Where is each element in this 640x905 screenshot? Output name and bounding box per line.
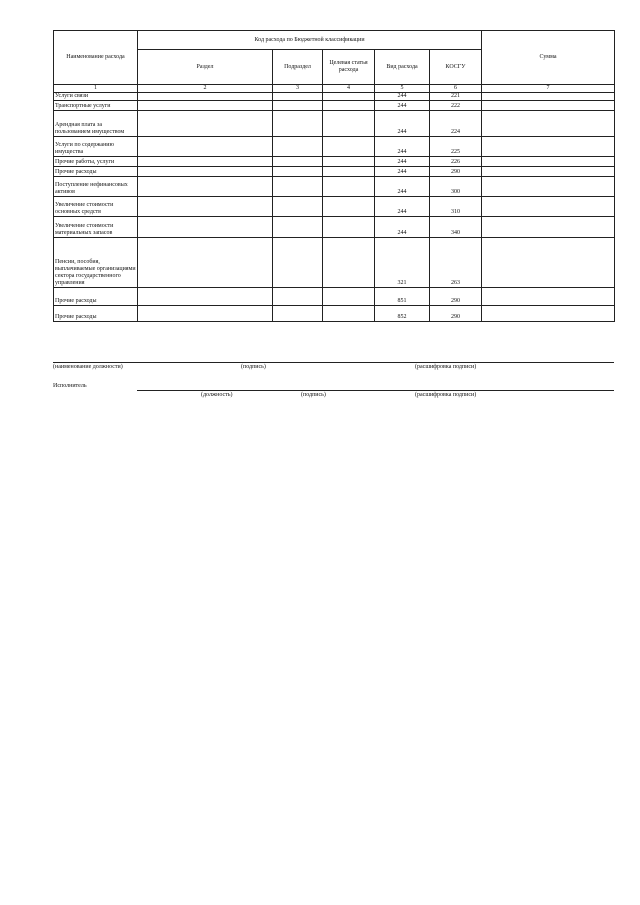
expense-type-cell: 244 <box>375 157 430 167</box>
position-caption: (наименование должности) <box>53 364 123 370</box>
expense-name-cell: Прочие расходы <box>54 167 138 177</box>
signature-line <box>53 362 614 363</box>
amount-cell <box>482 101 615 111</box>
executor-position-caption: (должность) <box>201 392 233 398</box>
kosgu-cell: 310 <box>430 197 482 217</box>
section-cell <box>138 306 273 322</box>
header-target-article: Целевая статья расхода <box>323 50 375 85</box>
subsection-cell <box>273 238 323 288</box>
amount-cell <box>482 111 615 137</box>
expense-type-cell: 321 <box>375 238 430 288</box>
header-expense-type: Вид расхода <box>375 50 430 85</box>
kosgu-cell: 225 <box>430 137 482 157</box>
expense-name-cell: Транспортные услуги <box>54 101 138 111</box>
expense-name-cell: Поступление нефинансовых активов <box>54 177 138 197</box>
header-expense-name: Наименование расхода <box>54 31 138 85</box>
subsection-cell <box>273 101 323 111</box>
expense-name-cell: Увеличение стоимости материальных запасов <box>54 217 138 238</box>
subsection-cell <box>273 111 323 137</box>
expense-type-cell: 852 <box>375 306 430 322</box>
executor-line <box>137 390 614 391</box>
index-cell: 5 <box>375 85 430 93</box>
subsection-cell <box>273 197 323 217</box>
subsection-cell <box>273 93 323 101</box>
section-cell <box>138 197 273 217</box>
kosgu-cell: 300 <box>430 177 482 197</box>
subsection-cell <box>273 157 323 167</box>
amount-cell <box>482 197 615 217</box>
expense-type-cell: 244 <box>375 137 430 157</box>
target-article-cell <box>323 197 375 217</box>
expense-table <box>53 30 615 322</box>
table-row <box>54 137 615 157</box>
subsection-cell <box>273 217 323 238</box>
expense-name-cell: Прочие расходы <box>54 288 138 306</box>
section-cell <box>138 157 273 167</box>
table-row <box>54 177 615 197</box>
amount-cell <box>482 157 615 167</box>
index-cell: 7 <box>482 85 615 93</box>
header-subsection: Подраздел <box>273 50 323 85</box>
target-article-cell <box>323 157 375 167</box>
kosgu-cell: 290 <box>430 288 482 306</box>
expense-name-cell: Услуги связи <box>54 93 138 101</box>
target-article-cell <box>323 137 375 157</box>
table-row <box>54 288 615 306</box>
section-cell <box>138 167 273 177</box>
expense-name-cell: Прочие работы, услуги <box>54 157 138 167</box>
amount-cell <box>482 238 615 288</box>
section-cell <box>138 101 273 111</box>
header-kosgu: КОСГУ <box>430 50 482 85</box>
kosgu-cell: 290 <box>430 167 482 177</box>
section-cell <box>138 137 273 157</box>
target-article-cell <box>323 167 375 177</box>
target-article-cell <box>323 306 375 322</box>
section-cell <box>138 217 273 238</box>
target-article-cell <box>323 217 375 238</box>
section-cell <box>138 177 273 197</box>
expense-type-cell: 244 <box>375 167 430 177</box>
executor-signature-caption: (подпись) <box>301 392 326 398</box>
amount-cell <box>482 288 615 306</box>
expense-type-cell: 244 <box>375 111 430 137</box>
expense-name-cell: Пенсии, пособия, выплачиваемые организациями сектора государственного управления <box>54 238 138 288</box>
kosgu-cell: 222 <box>430 101 482 111</box>
table-row <box>54 157 615 167</box>
expense-type-cell: 244 <box>375 177 430 197</box>
expense-name-cell: Прочие расходы <box>54 306 138 322</box>
index-cell: 6 <box>430 85 482 93</box>
target-article-cell <box>323 101 375 111</box>
amount-cell <box>482 167 615 177</box>
section-cell <box>138 111 273 137</box>
section-cell <box>138 288 273 306</box>
section-cell <box>138 238 273 288</box>
expense-type-cell: 244 <box>375 197 430 217</box>
header-budget-code: Код расхода по Бюджетной классификации <box>138 31 482 50</box>
table-row <box>54 93 615 101</box>
kosgu-cell: 263 <box>430 238 482 288</box>
expense-type-cell: 244 <box>375 93 430 101</box>
header-section: Раздел <box>138 50 273 85</box>
index-cell: 1 <box>54 85 138 93</box>
expense-name-cell: Арендная плата за пользованием имуществом <box>54 111 138 137</box>
column-index-row <box>54 85 615 93</box>
target-article-cell <box>323 177 375 197</box>
expense-type-cell: 244 <box>375 217 430 238</box>
table-row <box>54 217 615 238</box>
subsection-cell <box>273 306 323 322</box>
expense-name-cell: Услуги по содержанию имущества <box>54 137 138 157</box>
subsection-cell <box>273 137 323 157</box>
index-cell: 3 <box>273 85 323 93</box>
subsection-cell <box>273 167 323 177</box>
kosgu-cell: 226 <box>430 157 482 167</box>
amount-cell <box>482 93 615 101</box>
expense-type-cell: 244 <box>375 101 430 111</box>
amount-cell <box>482 306 615 322</box>
kosgu-cell: 224 <box>430 111 482 137</box>
target-article-cell <box>323 238 375 288</box>
subsection-cell <box>273 177 323 197</box>
section-cell <box>138 93 273 101</box>
signature-decode-caption: (расшифровка подписи) <box>415 364 477 370</box>
kosgu-cell: 290 <box>430 306 482 322</box>
amount-cell <box>482 177 615 197</box>
kosgu-cell: 340 <box>430 217 482 238</box>
target-article-cell <box>323 93 375 101</box>
target-article-cell <box>323 111 375 137</box>
amount-cell <box>482 217 615 238</box>
table-row <box>54 306 615 322</box>
table-row <box>54 238 615 288</box>
expense-type-cell: 851 <box>375 288 430 306</box>
table-row <box>54 197 615 217</box>
index-cell: 2 <box>138 85 273 93</box>
executor-label: Исполнитель <box>53 383 87 389</box>
executor-decode-caption: (расшифровка подписи) <box>415 392 477 398</box>
expense-name-cell: Увеличение стоимости основных средств <box>54 197 138 217</box>
signature-caption: (подпись) <box>241 364 266 370</box>
table-row <box>54 101 615 111</box>
subsection-cell <box>273 288 323 306</box>
index-cell: 4 <box>323 85 375 93</box>
table-row <box>54 167 615 177</box>
target-article-cell <box>323 288 375 306</box>
kosgu-cell: 221 <box>430 93 482 101</box>
table-row <box>54 111 615 137</box>
amount-cell <box>482 137 615 157</box>
header-amount: Сумма <box>482 31 615 85</box>
